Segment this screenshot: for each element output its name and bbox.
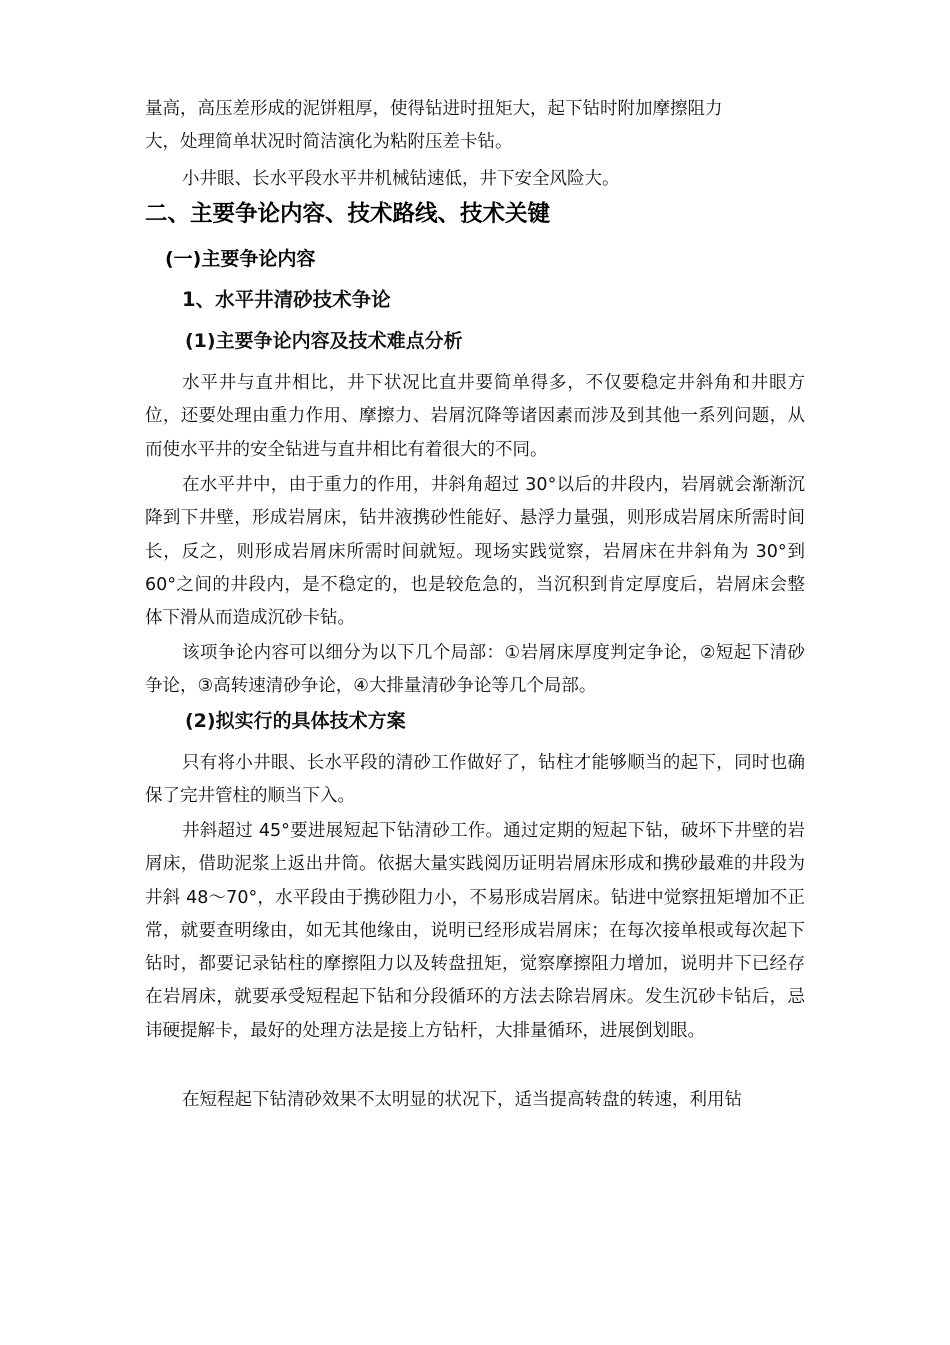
paragraph-line: 量高，高压差形成的泥饼粗厚，使得钻进时扭矩大，起下钻时附加摩擦阻力 <box>145 99 723 119</box>
item-heading: (2)拟实行的具体技术方案 <box>185 710 406 732</box>
paragraph: 在水平井中，由于重力的作用，井斜角超过 30°以后的井段内，岩屑就会渐渐沉降到下井壁，形成岩屑床，钻井液携砂性能好、悬浮力量强，则形成岩屑床所需时间长，反之，则形成岩屑床所需时间就短。现场实践觉察，岩屑床在井斜角为 30°到 60°之间的井段内，是不稳定的，也是较危急的，当沉积到肯定厚度后，岩屑床会整体下滑从而造成沉砂卡钻。 <box>145 475 805 629</box>
topic-heading: 1、水平井清砂技术争论 <box>182 288 391 311</box>
paragraph: 小井眼、长水平段水平井机械钻速低，井下安全风险大。 <box>182 169 620 189</box>
paragraph: 该项争论内容可以细分为以下几个局部：①岩屑床厚度判定争论，②短起下清砂争论，③高转速清砂争论，④大排量清砂争论等几个局部。 <box>145 643 805 697</box>
paragraph-line: 大，处理简单状况时简洁演化为粘附压差卡钻。 <box>145 132 513 152</box>
section-heading: 二、主要争论内容、技术路线、技术关键 <box>145 201 551 227</box>
item-heading: (1)主要争论内容及技术难点分析 <box>185 330 463 352</box>
paragraph: 只有将小井眼、长水平段的清砂工作做好了，钻柱才能够顺当的起下，同时也确保了完井管柱的顺当下入。 <box>145 753 805 807</box>
subsection-heading: (一)主要争论内容 <box>165 248 316 270</box>
paragraph: 水平井与直井相比，井下状况比直井要简单得多，不仅要稳定井斜角和井眼方位，还要处理由重力作用、摩擦力、岩屑沉降等诸因素而涉及到其他一系列问题，从而使水平井的安全钻进与直井相比有着很大的不同。 <box>145 373 805 460</box>
paragraph: 井斜超过 45°要进展短起下钻清砂工作。通过定期的短起下钻，破坏下井壁的岩屑床，借助泥浆上返出井筒。依据大量实践阅历证明岩屑床形成和携砂最难的井段为井斜 48～70°，水平段由于携砂阻力小，不易形成岩屑床。钻进中觉察扭矩增加不正常，就要查明缘由，如无其他缘由，说明已经形成岩屑床；在每次接单根或每次起下钻时，都要记录钻柱的摩擦阻力以及转盘扭矩，觉察摩擦阻力增加，说明井下已经存在岩屑床，就要承受短程起下钻和分段循环的方法去除岩屑床。发生沉砂卡钻后，忌讳硬提解卡，最好的处理方法是接上方钻杆，大排量循环，进展倒划眼。 <box>145 821 805 1041</box>
paragraph: 在短程起下钻清砂效果不太明显的状况下，适当提高转盘的转速，利用钻 <box>182 1090 742 1110</box>
